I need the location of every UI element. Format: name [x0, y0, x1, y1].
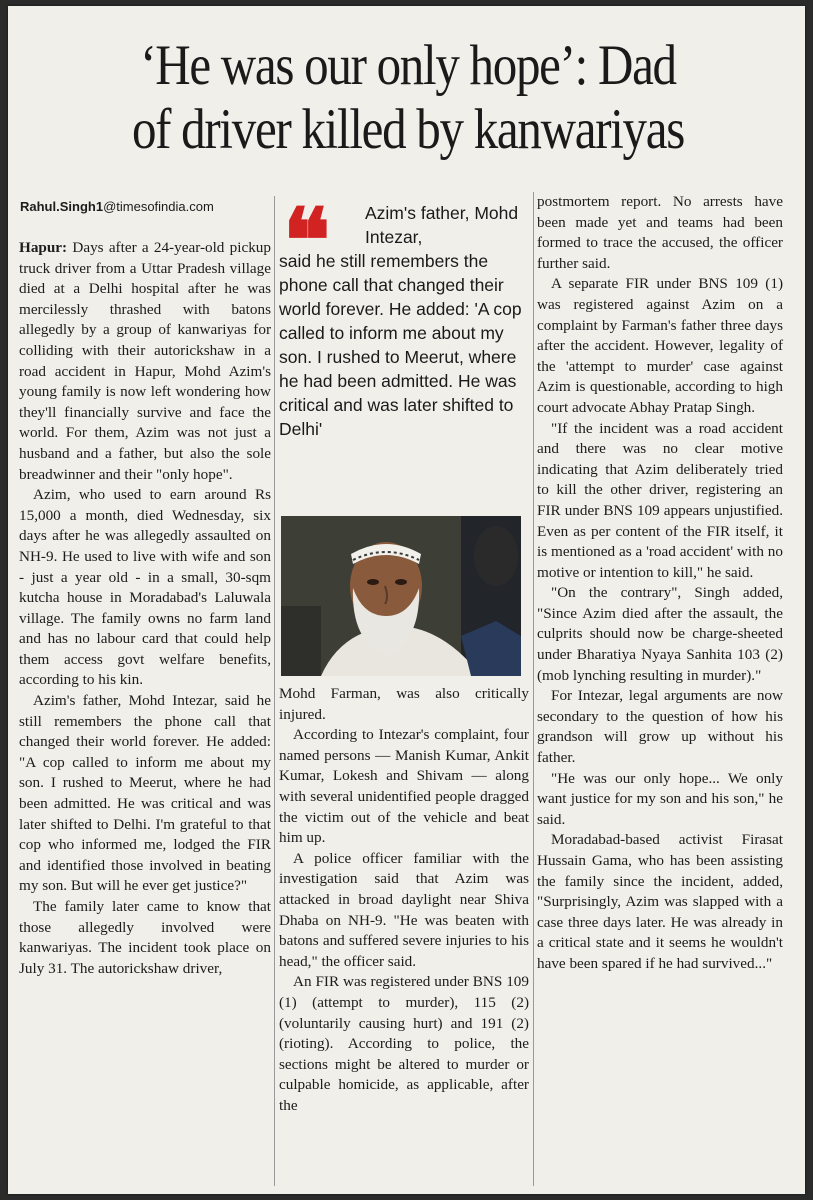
paragraph: A police officer familiar with the investigation said that Azim was attacked in broad daylight near Shiva Dhaba on NH-9. "He was beaten with batons and suffered severe injuries to his head," the officer said.: [279, 849, 529, 970]
paragraph: For Intezar, legal arguments are now secondary to the question of how his grandson will grow up without his father.: [537, 687, 783, 767]
column-1: [19, 238, 271, 979]
column-divider: [274, 196, 275, 1186]
paragraph: Azim, who used to earn around Rs 15,000 a month, died Wednesday, six days after he was allegedly assaulted on NH-9. He used to live with wife and son - just a year old - in a small, 30-sqm kutcha house in Moradabad's Laluwala village. The family owns no farm land and has no labour card that could help them access govt welfare benefits, according to his kin.: [19, 486, 271, 689]
paragraph: "On the contrary", Singh added, "Since Azim died after the assault, the culprits should now be charge-sheeted under Bharatiya Nyaya Sanhita 103 (2) (mob lynching resulting in murder).": [537, 584, 783, 684]
pull-quote: [279, 188, 529, 441]
dateline: Hapur:: [19, 239, 68, 256]
column-divider: [533, 192, 534, 1186]
paragraph: "If the incident was a road accident and there was no clear motive indicating that Azim deliberately tried to kill the other driver, registering an FIR under BNS 109 appears unjustified. Even as per content of the FIR itself, it is mentioned as a 'road accident' with no motive or intention to kill," he said.: [537, 419, 783, 581]
portrait-illustration: [281, 516, 521, 676]
byline: [20, 199, 214, 214]
headline-line-2: of driver killed by kanwariyas: [131, 98, 685, 161]
portrait-photo: [281, 516, 521, 676]
byline-domain: @timesofindia.com: [103, 199, 214, 214]
column-2: [279, 684, 529, 1116]
paragraph: Moradabad-based activist Firasat Hussain Gama, who has been assisting the family since the incident, added, "Surprisingly, Azim was slapped with a case three days later. He was already in a critical state and it seems he wouldn't have been spared if he had survived...": [537, 831, 783, 972]
byline-user: Rahul.Singh1: [20, 199, 104, 214]
headline: [81, 34, 735, 162]
paragraph: A separate FIR under BNS 109 (1) was registered against Azim on a complaint by Farman's father three days after the accident. However, legality of the 'attempt to murder' case against Azim is questionable, according to high court advocate Abhay Pratap Singh.: [537, 275, 783, 416]
paragraph: postmortem report. No arrests have been made yet and teams had been formed to trace the accused, the officer further said.: [537, 193, 783, 272]
paragraph: An FIR was registered under BNS 109 (1) (attempt to murder), 115 (2) (voluntarily causing hurt) and 191 (2) (rioting). According to police, the sections might be altered to murder or culpable homicide, as applicable, after the: [279, 973, 529, 1114]
paragraph: Azim's father, Mohd Intezar, said he still remembers the phone call that changed their world forever. He added: "A cop called to inform me about my son. I rushed to Meerut, where he had been admitted. He was critical and was later shifted to Delhi. I'm grateful to that cop who informed me, lodged the FIR and identified those involved in beating my son. But will he ever get justice?": [19, 692, 271, 895]
paragraph-text: Days after a 24-year-old pickup truck driver from a Uttar Pradesh village died at a Delhi hospital after he was mercilessly thrashed with batons allegedly by a group of kanwariyas for colliding with their autorickshaw in a road accident in Hapur, Mohd Azim's young family is now left wondering how they'll financially survive and face the world. For them, Azim was not just a husband and a father, but also the sole breadwinner and their "only hope".: [19, 239, 271, 483]
column-3: [537, 192, 783, 975]
paragraph: [19, 238, 271, 485]
pull-quote-body: said he still remembers the phone call that changed their world forever. He added: 'A cop called to inform me about my son. I rushed to Meerut, where he had been admitted. He was critical and was later shifted to Delhi': [279, 251, 522, 439]
paragraph: According to Intezar's complaint, four named persons — Manish Kumar, Ankit Kumar, Lokesh and Shivam — along with several unidentified people dragged the victim out of the vehicle and beat him up.: [279, 726, 529, 847]
paragraph: Mohd Farman, was also critically injured.: [279, 685, 529, 723]
newspaper-clipping: [8, 6, 805, 1194]
paragraph: "He was our only hope... We only want justice for my son and his son," he said.: [537, 769, 783, 828]
pull-quote-lead: Azim's father, Mohd Intezar,: [365, 203, 519, 247]
quote-mark-icon: ❝: [283, 188, 323, 292]
paragraph: The family later came to know that those allegedly involved were kanwariyas. The incident took place on July 31. The autorickshaw driver,: [19, 898, 271, 977]
headline-line-1: ‘He was our only hope’: Dad: [140, 34, 676, 97]
